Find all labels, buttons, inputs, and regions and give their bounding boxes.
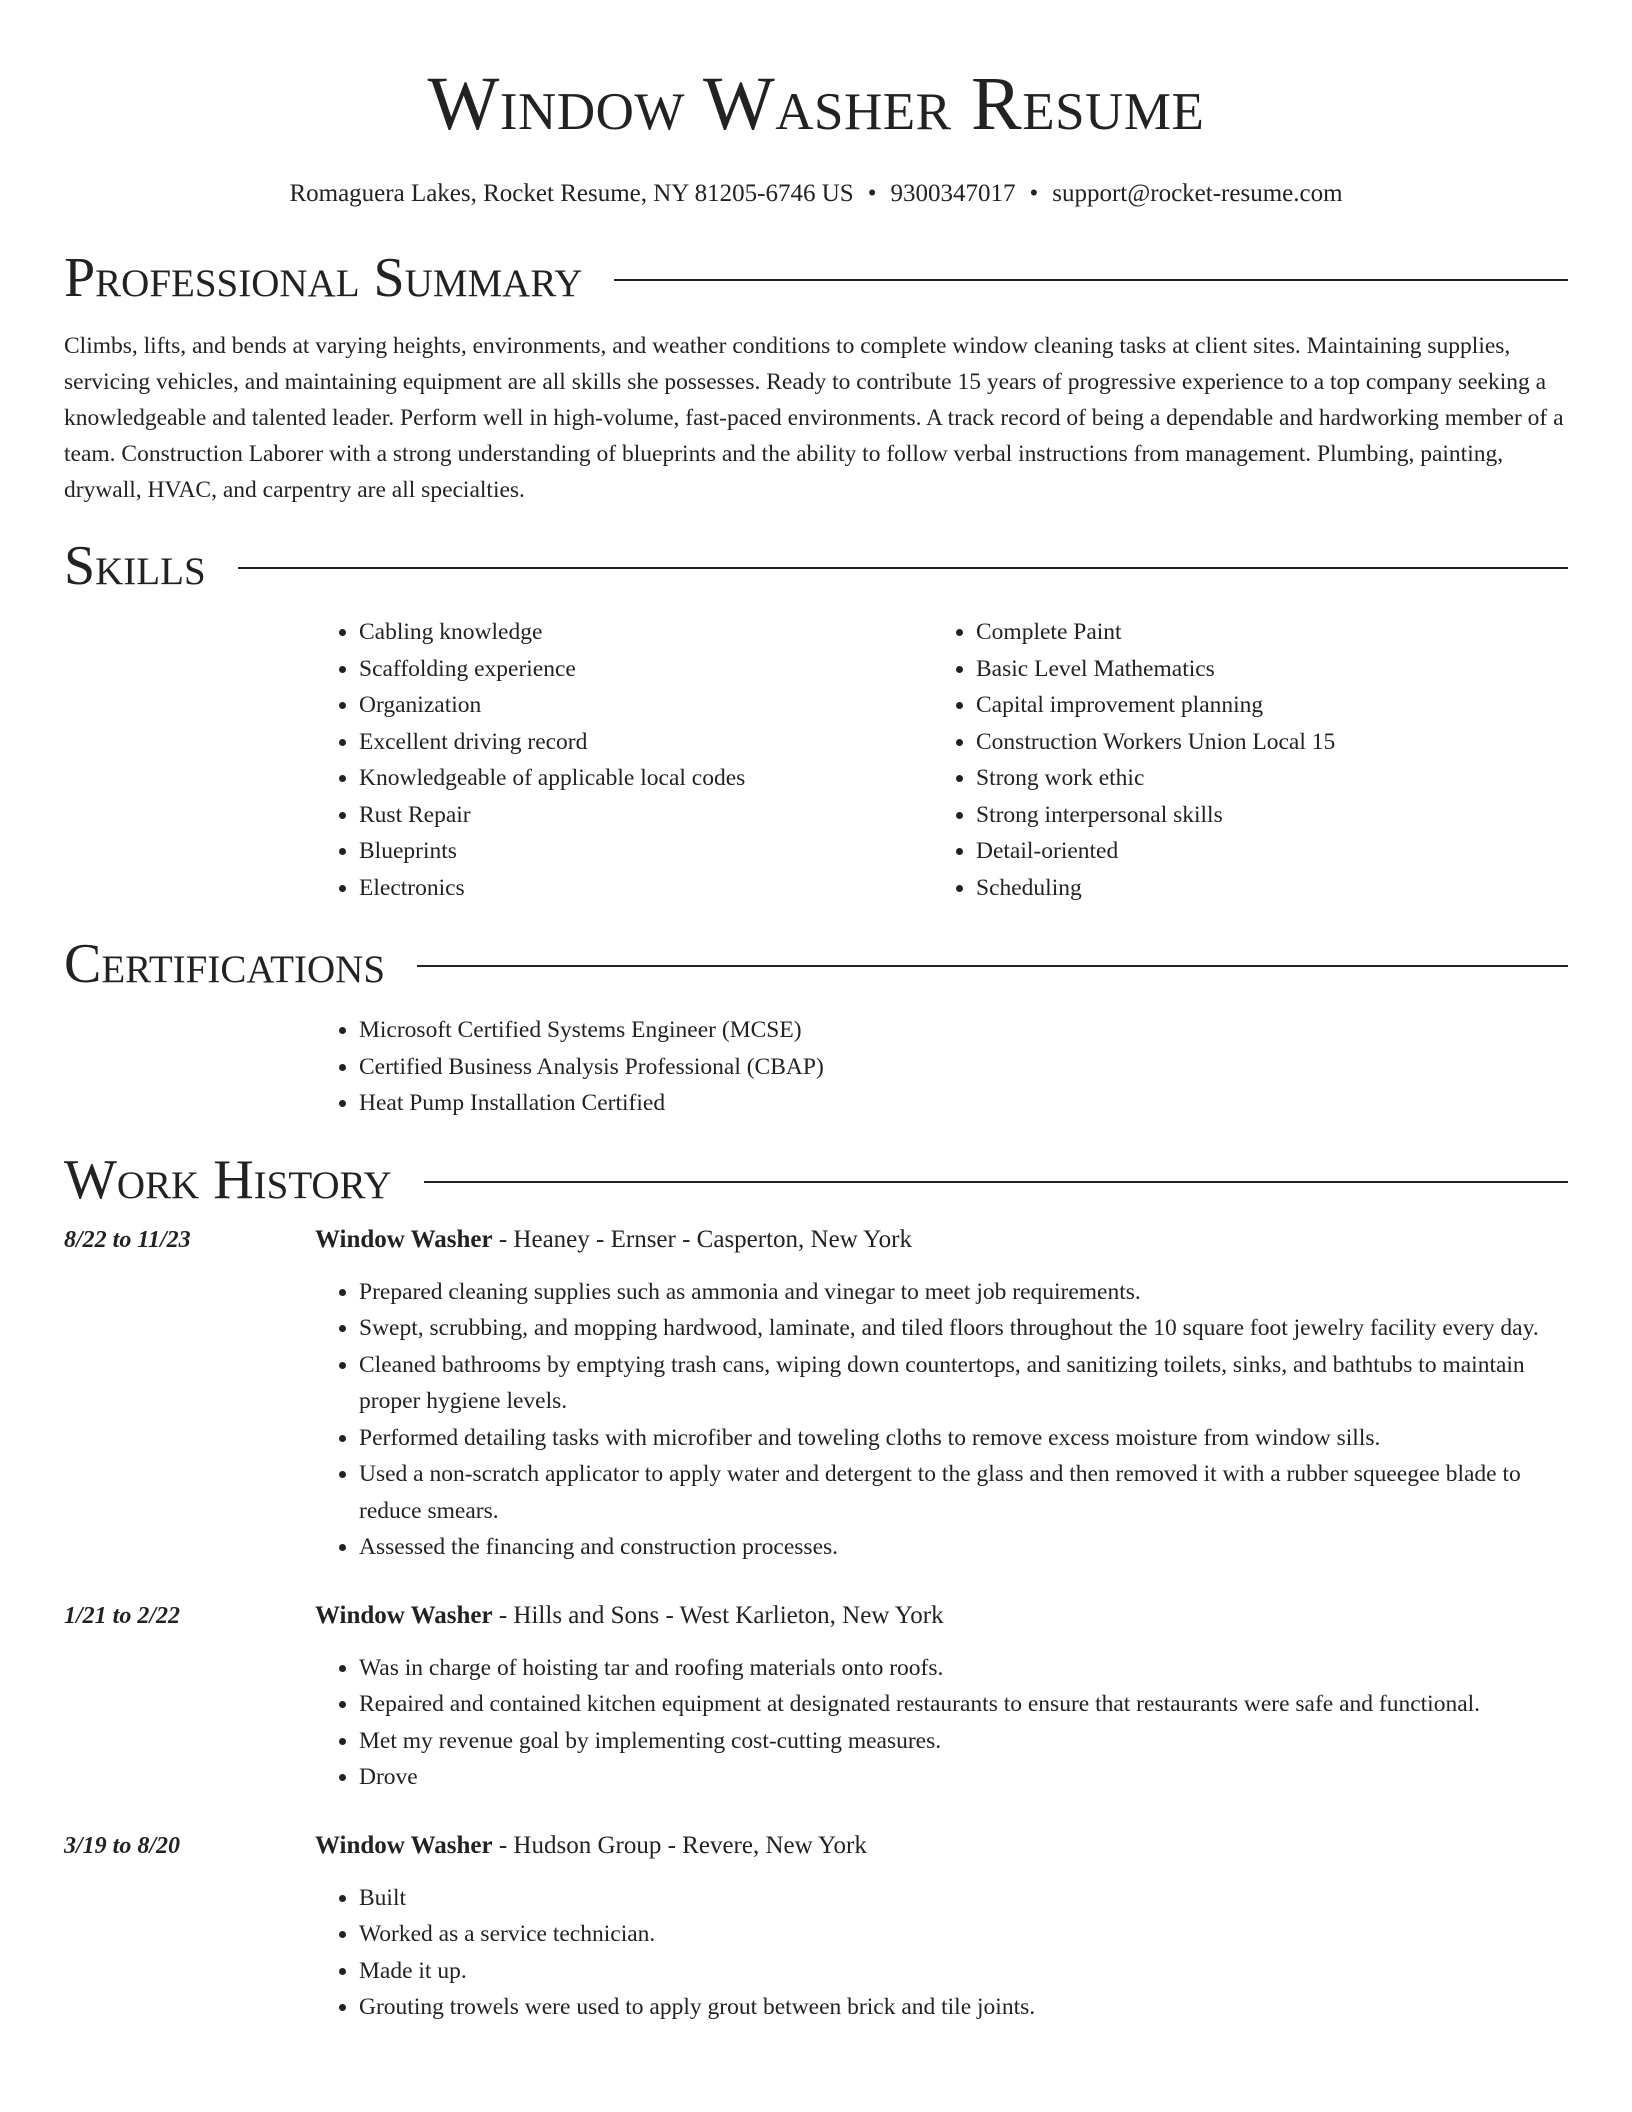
- skill-item: • Detail-oriented: [976, 833, 1549, 870]
- section-divider: [417, 965, 1568, 967]
- job-entry: [64, 1588, 1568, 1796]
- contact-phone: 9300347017: [890, 180, 1016, 207]
- skill-item: • Strong work ethic: [976, 760, 1549, 797]
- certifications-section: [64, 932, 1568, 1122]
- contact-line: [64, 178, 1568, 210]
- work-history-header: [64, 1148, 1568, 1212]
- job-duty: • Met my revenue goal by implementing cost-cutting measures.: [359, 1723, 1568, 1760]
- summary-header: [64, 246, 1568, 310]
- contact-separator: •: [1029, 180, 1039, 207]
- certifications-header: [64, 932, 1568, 996]
- job-body: [315, 1212, 1568, 1566]
- job-role: Window Washer: [315, 1225, 493, 1253]
- certification-item: • Microsoft Certified Systems Engineer (MCSE): [359, 1012, 1568, 1049]
- skill-item: • Basic Level Mathematics: [976, 651, 1549, 688]
- job-employer: - Heaney - Ernser - Casperton, New York: [492, 1225, 912, 1253]
- work-history-section: [64, 1148, 1568, 2026]
- job-duty: • Assessed the financing and construction processes.: [359, 1529, 1568, 1566]
- skill-item: • Rust Repair: [359, 797, 932, 834]
- work-history-title: Work History: [64, 1148, 392, 1211]
- job-duty: • Performed detailing tasks with microfiber and toweling cloths to remove excess moisture from window sills.: [359, 1420, 1568, 1457]
- job-employer: - Hudson Group - Revere, New York: [492, 1831, 867, 1859]
- job-duty: • Built: [359, 1880, 1568, 1917]
- job-duties-list: [315, 1274, 1568, 1566]
- skill-item: • Scaffolding experience: [359, 651, 932, 688]
- job-duty: • Used a non-scratch applicator to apply water and detergent to the glass and then removed it with a rubber squeegee blade to reduce smears.: [359, 1456, 1568, 1529]
- job-body: [315, 1588, 1568, 1796]
- skill-item: • Electronics: [359, 870, 932, 907]
- skill-item: • Blueprints: [359, 833, 932, 870]
- skills-column-right: [932, 614, 1549, 906]
- skills-list-right: [932, 614, 1549, 906]
- job-heading: [315, 1600, 1568, 1632]
- summary-title: Professional Summary: [64, 247, 583, 309]
- job-duty: • Was in charge of hoisting tar and roofing materials onto roofs.: [359, 1650, 1568, 1687]
- job-duties-list: [315, 1650, 1568, 1796]
- job-duty: • Repaired and contained kitchen equipment at designated restaurants to ensure that restaurants were safe and functional.: [359, 1686, 1568, 1723]
- skills-list-left: [315, 614, 932, 906]
- section-divider: [614, 279, 1568, 281]
- job-role: Window Washer: [315, 1831, 493, 1859]
- skill-item: • Construction Workers Union Local 15: [976, 724, 1549, 761]
- skills-title: Skills: [64, 535, 206, 597]
- contact-address: Romaguera Lakes, Rocket Resume, NY 81205-6746 US: [289, 180, 854, 207]
- job-dates: 3/19 to 8/20: [64, 1832, 181, 1859]
- job-duty: • Worked as a service technician.: [359, 1916, 1568, 1953]
- job-body: [315, 1818, 1568, 2026]
- skill-item: • Capital improvement planning: [976, 687, 1549, 724]
- skill-item: • Cabling knowledge: [359, 614, 932, 651]
- job-heading: [315, 1224, 1568, 1256]
- skill-item: • Scheduling: [976, 870, 1549, 907]
- contact-separator: •: [867, 180, 877, 207]
- job-duties-list: [315, 1880, 1568, 2026]
- skill-item: • Organization: [359, 687, 932, 724]
- job-dates: 8/22 to 11/23: [64, 1226, 191, 1253]
- skills-header: [64, 534, 1568, 598]
- job-duty: • Prepared cleaning supplies such as ammonia and vinegar to meet job requirements.: [359, 1274, 1568, 1311]
- certifications-list: [315, 1012, 1568, 1122]
- skill-item: • Knowledgeable of applicable local codes: [359, 760, 932, 797]
- job-duty: • Cleaned bathrooms by emptying trash cans, wiping down countertops, and sanitizing toilets, sinks, and bathtubs to maintain proper hygiene levels.: [359, 1347, 1568, 1420]
- certifications-title: Certifications: [64, 933, 386, 995]
- skills-section: [64, 534, 1568, 906]
- certification-item: • Heat Pump Installation Certified: [359, 1085, 1568, 1122]
- job-duty: • Swept, scrubbing, and mopping hardwood, laminate, and tiled floors throughout the 10 square foot jewelry facility every day.: [359, 1310, 1568, 1347]
- skills-columns: [315, 614, 1568, 906]
- summary-section: [64, 246, 1568, 508]
- job-entry: [64, 1212, 1568, 1566]
- skill-item: • Excellent driving record: [359, 724, 932, 761]
- job-duty: • Drove: [359, 1759, 1568, 1796]
- job-entry: [64, 1818, 1568, 2026]
- skill-item: • Strong interpersonal skills: [976, 797, 1549, 834]
- summary-text: Climbs, lifts, and bends at varying heights, environments, and weather conditions to complete window cleaning tasks at client sites. Maintaining supplies, servicing vehicles, and maintaining equipment are all skills she possesses. Ready to contribute 15 years of progressive experience to a top company seeking a knowledgeable and talented leader. Perform well in high-volume, fast-paced environments. A track record of being a dependable and hardworking member of a team. Construction Laborer with a strong understanding of blueprints and the ability to follow verbal instructions from management. Plumbing, painting, drywall, HVAC, and carpentry are all specialties.: [64, 333, 1564, 503]
- job-employer: - Hills and Sons - West Karlieton, New York: [492, 1601, 944, 1629]
- section-divider: [424, 1181, 1568, 1183]
- section-divider: [238, 567, 1568, 569]
- contact-email: support@rocket-resume.com: [1052, 180, 1343, 207]
- certification-item: • Certified Business Analysis Professional (CBAP): [359, 1049, 1568, 1086]
- job-duty: • Made it up.: [359, 1953, 1568, 1990]
- job-duty: • Grouting trowels were used to apply grout between brick and tile joints.: [359, 1989, 1568, 2026]
- job-dates: 1/21 to 2/22: [64, 1602, 181, 1629]
- skill-item: • Complete Paint: [976, 614, 1549, 651]
- resume-title: Window Washer Resume: [427, 62, 1205, 146]
- job-heading: [315, 1830, 1568, 1862]
- skills-column-left: [315, 614, 932, 906]
- job-role: Window Washer: [315, 1601, 493, 1629]
